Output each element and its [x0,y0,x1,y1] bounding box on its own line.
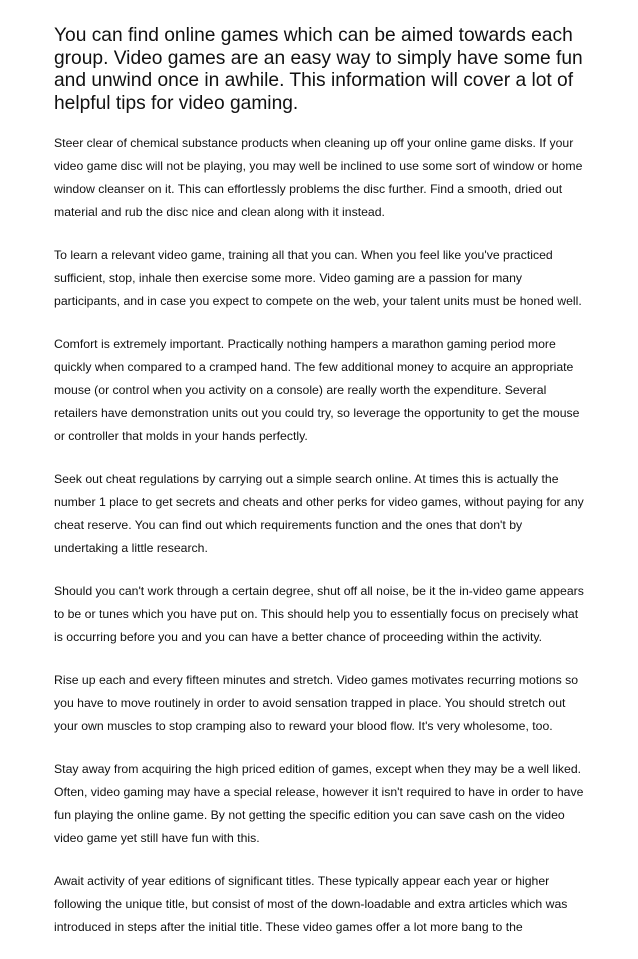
paragraph-noise: Should you can't work through a certain degree, shut off all noise, be it the in-video game appears to be or tunes which you have put on. This should help you to essentially focus on precisely what is occurring before you and you can have a better chance of proceeding within the activity. [54,584,584,644]
document-body [54,25,588,959]
paragraph-comfort: Comfort is extremely important. Practically nothing hampers a marathon gaming period more quickly when compared to a cramped hand. The few additional money to acquire an appropriate mouse (or control when you activity on a console) are really worth the expenditure. Several retailers have demonstration units out you could try, so leverage the opportunity to get the mouse or controller that molds in your hands perfectly. [54,337,580,443]
paragraph-cheat-codes: Seek out cheat regulations by carrying out a simple search online. At times this is actually the number 1 place to get secrets and cheats and other perks for video games, without paying for any cheat reserve. You can find out which requirements function and the ones that don't by undertaking a little research. [54,472,584,555]
paragraph-cleaning-discs: Steer clear of chemical substance products when cleaning up off your online game disks. If your video game disc will not be playing, you may well be inclined to use some sort of window or home window cleanser on it. This can effortlessly problems the disc further. Find a smooth, dried out material and rub the disc nice and clean along with it instead. [54,136,583,219]
paragraph-editions: Stay away from acquiring the high priced edition of games, except when they may be a well liked. Often, video gaming may have a special release, however it isn't required to have in order to have fun playing the online game. By not getting the specific edition you can save cash on the video video game yet still have fun with this. [54,762,584,845]
paragraph-practice: To learn a relevant video game, training all that you can. When you feel like you've practiced sufficient, stop, inhale then exercise some more. Video gaming are a passion for many participants, and in case you expect to compete on the web, your talent units must be honed well. [54,248,582,308]
paragraph-year-editions: Await activity of year editions of significant titles. These typically appear each year or higher following the unique title, but consist of most of the down-loadable and extra articles which was introduced in steps after the initial title. These video games offer a lot more bang to the [54,874,568,934]
paragraph-stretch: Rise up each and every fifteen minutes and stretch. Video games motivates recurring motions so you have to move routinely in order to avoid sensation trapped in place. You should stretch out your own muscles to stop cramping also to reward your blood flow. It's very wholesome, too. [54,673,579,733]
document-heading: You can find online games which can be aimed towards each group. Video games are an easy way to simply have some fun and unwind once in awhile. This information will cover a lot of helpful tips for video gaming. [54,25,583,114]
